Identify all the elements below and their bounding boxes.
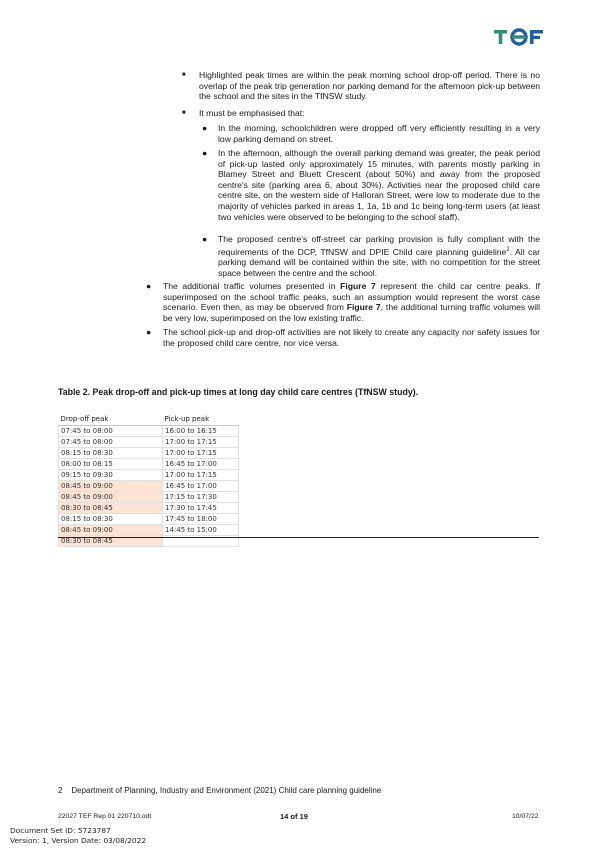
- table-row: [59, 459, 239, 470]
- drop-off-cell-highlighted: 08:45 to 09:00: [59, 492, 163, 503]
- bullet-emphasised: It must be emphasised that:: [199, 108, 305, 118]
- pick-up-cell: 17:00 to 17:15: [163, 470, 239, 481]
- drop-off-cell-highlighted: 08:45 to 09:00: [59, 525, 163, 536]
- column-header: Pick-up peak: [163, 413, 239, 426]
- round-bullet-icon: ●: [202, 234, 208, 244]
- table-caption: Table 2. Peak drop-off and pick-up times at long day child care centres (TfNSW study).: [58, 387, 419, 397]
- subbullet-afternoon: In the afternoon, although the overall parking demand was greater, the peak period of pick-up lasted only approximately 15 minutes, with parents mostly parking in Blamey Street and Bluett Crescent (about 50%) and away from the proposed centre's site (parking area 6, about 30%). Activities near the proposed child care centre site, on the western side of Halloran Street, were low to moderate due to the majority of vehicles parked in areas 1, 1a, 1b and 1c being long-term users (at least two vehicles were observed to be belonging to the school staff).: [218, 148, 540, 222]
- footer-filename: 22027 TEF Rep 01 220710.odt: [58, 813, 152, 820]
- document-set-id: Document Set ID: 5723787: [10, 826, 111, 835]
- pick-up-cell: 17:00 to 17:15: [163, 437, 239, 448]
- table-row: [59, 492, 239, 503]
- round-bullet-icon: ●: [146, 327, 152, 337]
- footer-page-number: 14 of 19: [280, 812, 308, 821]
- square-bullet-icon: ■: [182, 72, 186, 78]
- drop-off-cell-highlighted: 08:30 to 08:45: [59, 536, 163, 547]
- round-bullet-icon: ●: [202, 123, 208, 133]
- subbullet-parking-provision: The proposed centre's off-street car parking provision is fully compliant with the requirements of the DCP, TfNSW and DPIE Child care planning guideline$^2$. All car parking demand will be contained within the site, with no competition for the street space between the centre and the school.: [218, 234, 540, 278]
- bullet-peak-times: Highlighted peak times are within the peak morning school drop-off period. There is no overlap of the peak trip generation nor parking demand for the afternoon pick-up between the school and the sites in the TfNSW study.: [199, 70, 540, 102]
- square-bullet-icon: ■: [182, 110, 186, 116]
- bullet-traffic-volumes: The additional traffic volumes presented in Figure 7 represent the child car centre peaks. If superimposed on the school traffic peaks, such an assumption would represent the worst case scenario. Even then, as may be observed from Figure 7, the additional turning traffic volumes will be very low, superimposed on the low existing traffic.: [163, 281, 540, 323]
- table-row: [59, 525, 239, 536]
- table-row: [59, 514, 239, 525]
- pick-up-cell: 17:15 to 17:30: [163, 492, 239, 503]
- round-bullet-icon: ●: [146, 281, 152, 291]
- footnote: [58, 786, 538, 795]
- drop-off-cell: 09:15 to 09:30: [59, 470, 163, 481]
- pick-up-cell: 14:45 to 15:00: [163, 525, 239, 536]
- footer-date: 10/07/22: [512, 813, 539, 820]
- document-info: [10, 826, 146, 845]
- tef-logo: [494, 28, 544, 46]
- footnote-number: 2: [58, 786, 63, 795]
- subbullet-morning: In the morning, schoolchildren were dropped off very efficiently resulting in a very low parking demand on street.: [218, 123, 540, 144]
- table-row: [59, 437, 239, 448]
- pick-up-cell: 17:30 to 17:45: [163, 503, 239, 514]
- table-row: [59, 503, 239, 514]
- table-row: [59, 470, 239, 481]
- drop-off-cell-highlighted: 08:45 to 09:00: [59, 481, 163, 492]
- column-header: Drop-off peak: [59, 413, 163, 426]
- drop-off-cell: 08:15 to 08:30: [59, 448, 163, 459]
- drop-off-cell: 07:45 to 08:00: [59, 426, 163, 437]
- pick-up-cell: 17:45 to 18:00: [163, 514, 239, 525]
- table-row: [59, 426, 239, 437]
- drop-off-cell: 08:00 to 08:15: [59, 459, 163, 470]
- footnote-text: Department of Planning, Industry and Environment (2021) Child care planning guideline: [71, 786, 382, 795]
- pick-up-cell: 16:45 to 17:00: [163, 459, 239, 470]
- pick-up-cell: 16:45 to 17:00: [163, 481, 239, 492]
- drop-off-cell: 08:15 to 08:30: [59, 514, 163, 525]
- table-row: [59, 448, 239, 459]
- drop-off-cell: 07:45 to 08:00: [59, 437, 163, 448]
- bullet-safety: The school pick-up and drop-off activities are not likely to create any capacity nor safety issues for the proposed child care centre, nor vice versa.: [163, 327, 540, 348]
- pick-up-cell: 17:00 to 17:15: [163, 448, 239, 459]
- table-row: [59, 481, 239, 492]
- pick-up-cell: 16:00 to 16:15: [163, 426, 239, 437]
- drop-off-cell-highlighted: 08:30 to 08:45: [59, 503, 163, 514]
- peak-times-table: [58, 413, 239, 547]
- section-divider: [58, 537, 539, 538]
- version-info: Version: 1, Version Date: 03/08/2022: [10, 835, 147, 845]
- round-bullet-icon: ●: [202, 148, 208, 158]
